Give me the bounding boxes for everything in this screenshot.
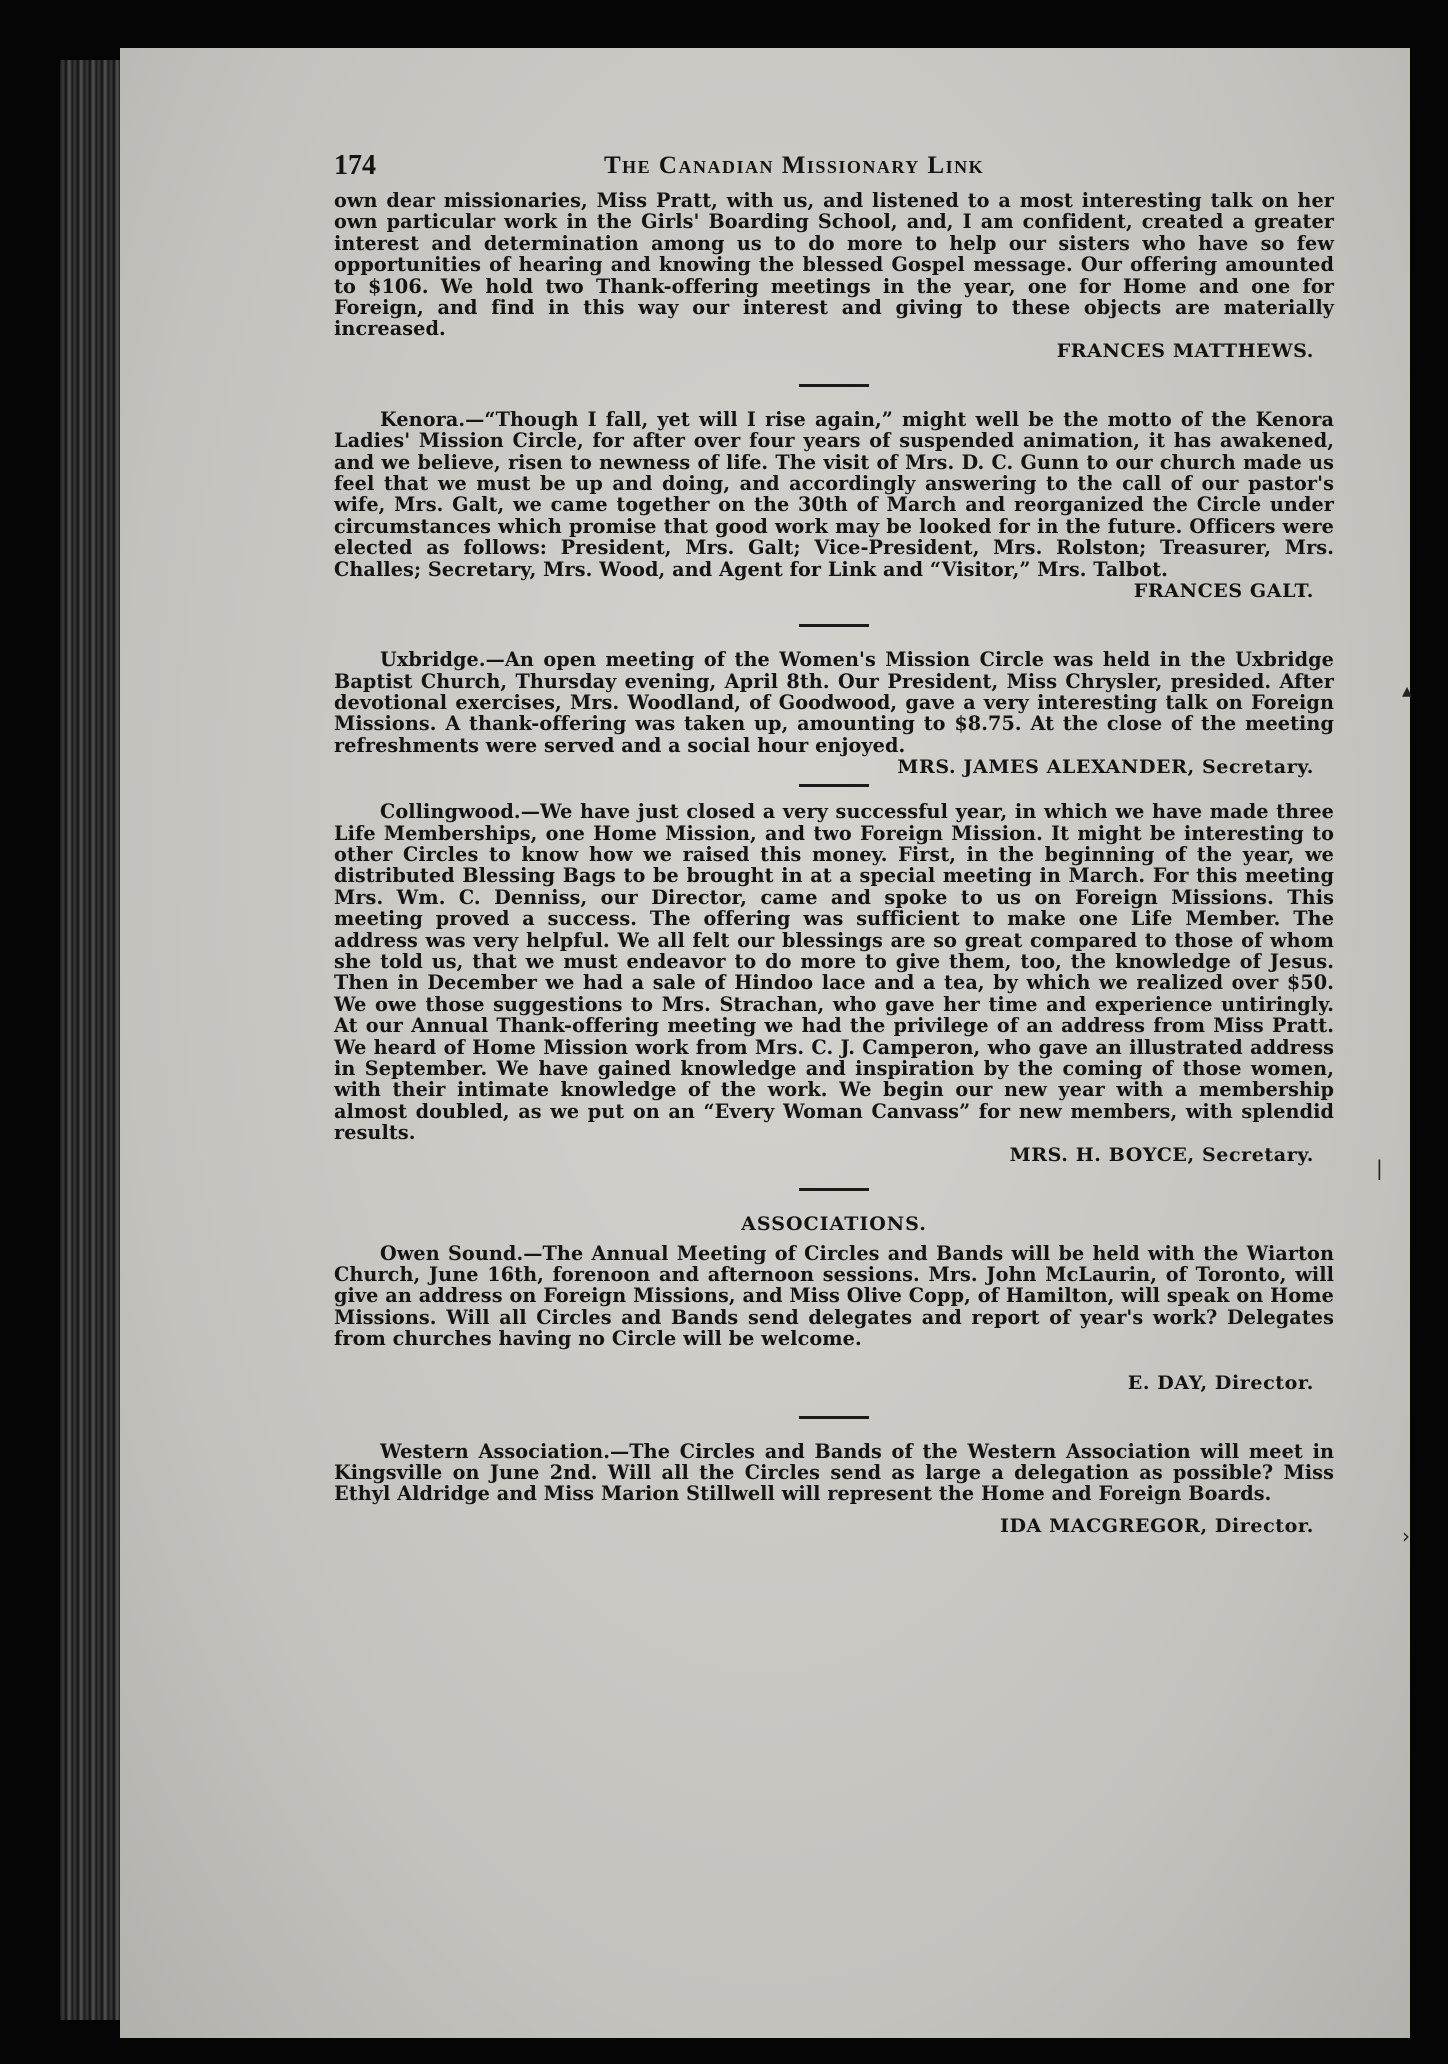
report-lead: Collingwood. (380, 800, 521, 824)
page-content (214, 140, 1335, 1537)
journal-title: The Canadian Missionary Link (604, 152, 985, 179)
report-text: —An open meeting of the Women's Mission Circle was held in the Uxbridge Baptist Church, Thursday evening, April 8th. Our President, Miss Chrysler, presided. After devotional exercises, Mrs. Woodland, of Goodwood, gave a very interesting talk on Foreign Missions. A thank-offering was taken up, amounting to $8.75. At the close of the meeting refreshments were served and a social hour enjoyed. (334, 648, 1334, 757)
section-divider (799, 1416, 869, 1419)
report-lead: Uxbridge. (380, 648, 486, 672)
section-divider (799, 784, 869, 787)
report-lead: Kenora. (380, 407, 466, 431)
running-head (214, 140, 1322, 180)
margin-mark: › (1402, 1524, 1410, 1548)
association-lead: Owen Sound. (380, 1241, 524, 1265)
report-signature: FRANCES MATTHEWS. (1056, 339, 1314, 362)
article-body (214, 190, 1334, 1537)
association-signature: E. DAY, Director. (1127, 1371, 1314, 1394)
associations-heading: ASSOCIATIONS. (741, 1212, 927, 1235)
association-paragraph-owen-sound (334, 1243, 1334, 1350)
report-paragraph-collingwood (334, 801, 1334, 1144)
section-divider (799, 384, 869, 387)
margin-mark: ▴ (1402, 678, 1413, 702)
margin-mark: | (1376, 1156, 1383, 1180)
page-number: 174 (334, 150, 376, 181)
association-paragraph-western (334, 1441, 1334, 1505)
report-signature: MRS. H. BOYCE, Secretary. (1009, 1143, 1314, 1166)
association-text: —The Circles and Bands of the Western Association will meet in Kingsville on June 2nd. Will all the Circles send as large a delegation as possible? Miss Ethyl Aldridge and Miss Marion Stillwell will represent the Home and Foreign Boards. (334, 1439, 1335, 1506)
report-text: own dear missionaries, Miss Pratt, with us, and listened to a most interesting talk on her own particular work in the Girls' Boarding School, and, I am confident, created a greater interest and determination among us to do more to help our sisters who have so few opportunities of hearing and knowing the blessed Gospel message. Our offering amounted to $106. We hold two Thank-offering meetings in the year, one for Home and one for Foreign, and find in this way our interest and giving to these objects are materially increased. (334, 189, 1334, 341)
report-text: —We have just closed a very successful year, in which we have made three Life Memberships, one Home Mission, and two Foreign Mission. It might be interesting to other Circles to know how we raised this money. First, in the beginning of the year, we distributed Blessing Bags to be brought in at a special meeting in March. For this meeting Mrs. Wm. C. Denniss, our Director, came and spoke to us on Foreign Missions. This meeting proved a success. The offering was sufficient to make one Life Member. The address was very helpful. We all felt our blessings are so great compared to those of whom she told us, that we must endeavor to do more to give them, too, the knowledge of Jesus. Then in December we had a sale of Hindoo lace and a tea, by which we realized over $50. We owe those suggestions to Mrs. Strachan, who gave her time and experience untiringly. At our Annual Thank-offering meeting we had the privilege of an address from Miss Pratt. We heard of Home Mission work from Mrs. C. J. Camperon, who gave an illustrated address in September. We have gained knowledge and inspiration by the coming of those women, with their intimate knowledge of the work. We begin our new year with a membership almost doubled, as we put on an “Every Woman Canvass” for new members, with splendid results. (334, 800, 1334, 1145)
section-divider (799, 1188, 869, 1191)
report-paragraph-continued (334, 190, 1334, 340)
report-paragraph-uxbridge (334, 649, 1334, 756)
report-signature: MRS. JAMES ALEXANDER, Secretary. (897, 756, 1314, 779)
report-signature: FRANCES GALT. (1133, 580, 1314, 603)
section-divider (799, 624, 869, 627)
report-text: —“Though I fall, yet will I rise again,” might well be the motto of the Kenora Ladies' Mission Circle, for after over four years of suspended animation, it has awakened, and we believe, risen to newness of life. The visit of Mrs. D. C. Gunn to our church made us feel that we must be up and doing, and accordingly answering to the call of our pastor's wife, Mrs. Galt, we came together on the 30th of March and reorganized the Circle under circumstances which promise that good work may be looked for in the future. Officers were elected as follows: President, Mrs. Galt; Vice-President, Mrs. Rolston; Treasurer, Mrs. Challes; Secretary, Mrs. Wood, and Agent for Link and “Visitor,” Mrs. Talbot. (334, 407, 1334, 581)
association-text: —The Annual Meeting of Circles and Bands will be held with the Wiarton Church, June 16th, forenoon and afternoon sessions. Mrs. John McLaurin, of Toronto, will give an address on Foreign Missions, and Miss Olive Copp, of Hamilton, will speak on Home Missions. Will all Circles and Bands send delegates and report of year's work? Delegates from churches having no Circle will be welcome. (334, 1241, 1334, 1351)
association-signature: IDA MACGREGOR, Director. (999, 1514, 1314, 1537)
report-paragraph-kenora (334, 409, 1334, 580)
association-lead: Western Association. (380, 1439, 610, 1463)
